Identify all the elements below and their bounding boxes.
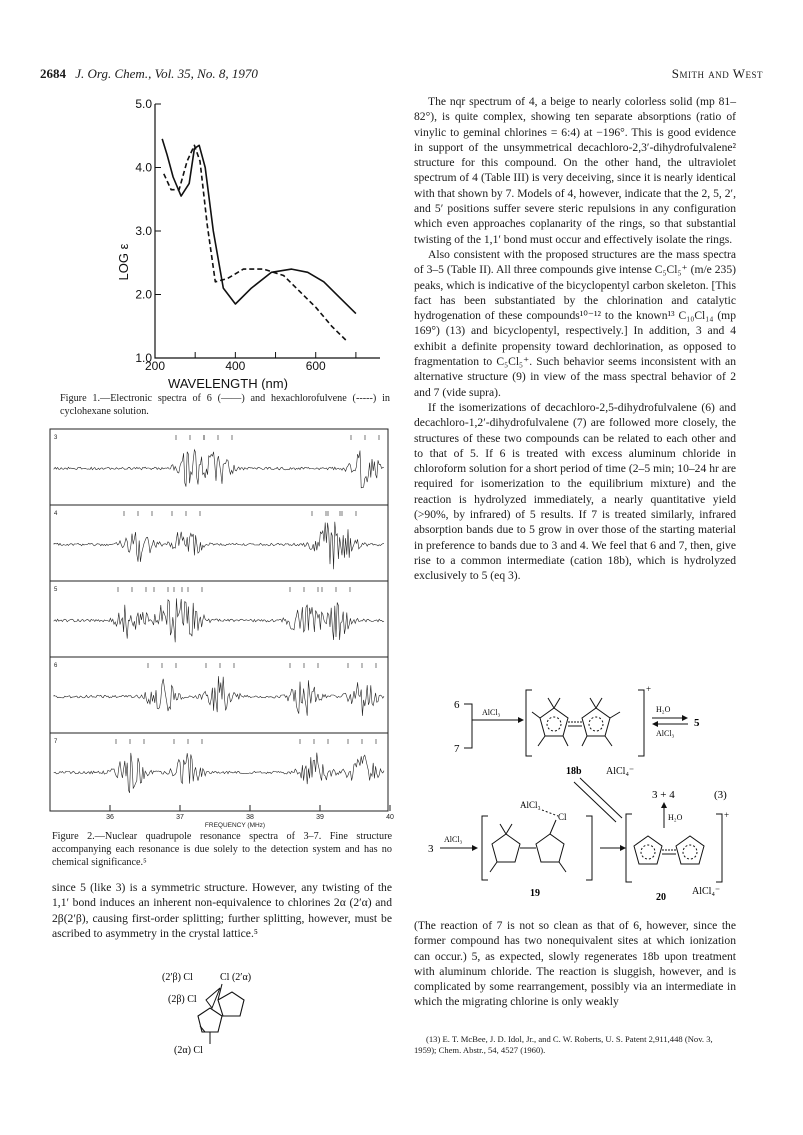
bifulvenyl-structure xyxy=(160,970,320,1065)
scheme-alcl3-top: AlCl₃ xyxy=(482,708,501,717)
scheme-plus-bottom: + xyxy=(724,810,730,820)
right-paragraph-2: Also consistent with the proposed structures are the mass spectra of 3–5 (Table II). All three compounds give intense C₅Cl₅⁺ (m/e 235) peaks, which is indicative of the bicyclopentyl carbon skeleton. [This fact has been substantiated by the chlorination and catalytic hydrogenation of these compounds¹⁰⁻¹² to the known¹³ C₁₀Cl₁₄ (mp 169°) (13) and bicyclopentyl, respectively.] In addition, 3 and 4 exhibit a definite propensity toward dechlorination, as opposed to fragmentation to C₅Cl₅⁺. Such behavior seems inconsistent with an alternative structure (9) in view of the mass spectral behavior of 2 and 7 (vide supra). xyxy=(414,247,736,399)
figure2-xtick-label: 39 xyxy=(316,814,324,821)
running-authors: Smith and West xyxy=(671,66,763,81)
journal-citation: J. Org. Chem., Vol. 35, No. 8, 1970 xyxy=(75,66,258,81)
right-paragraph-1: The nqr spectrum of 4, a beige to nearly colorless solid (mp 81–82°), is quite complex, showing ten separate absorptions (ratio of vinylic to geminal chlorines = 6:4) at −196°. This is good evidence in support of the unsymmetrical decachloro-2,3′-dihydrofulvalene² structure for this compound. On the other hand, the ultraviolet spectrum of 4 (Table III) is very deceiving, since it is nearly identical with that shown by 7. Models of 4, however, indicate that the 2, 5, 2′, and 5′ positions suffer severe steric repulsions in any configuration which even approaches coplanarity of the rings, so that substantial twisting of the 1,1′ bond must occur and effectively isolate the rings. xyxy=(414,95,736,246)
nqr-trace xyxy=(54,450,384,488)
right-paragraph-3: If the isomerizations of decachloro-2,5-dihydrofulvalene (6) and decachloro-1,2′-dihydrofulvalene (7) are followed more closely, the structures of these two compounds can be related to each other and to that of 5. If 6 is treated with excess aluminum chloride in chloroform solution for a short period of time (2–5 min; 10–24 hr are required for isomerization to the equilibrium mixture) and the reaction is hydrolyzed immediately, a nearly quantitative yield (>90%, by infrared) of 5 results. If 7 is treated similarly, infrared absorption bands due to 5 grow in over those of the starting material in preference to bands due to 3 and 4. We feel that 6 and 7, then, give rise to a common intermediate (cation 18b), which is hydrolyzed exclusively to 5 (eq 3). xyxy=(414,400,736,583)
figure2-chart xyxy=(40,427,400,829)
scheme-cl-migrating: Cl xyxy=(558,812,567,822)
nqr-panel-label: 3 xyxy=(54,435,58,441)
figure1-xlabel: WAVELENGTH (nm) xyxy=(168,376,288,390)
figure1-axes xyxy=(155,104,380,358)
figure1-chart xyxy=(60,90,390,390)
scheme-compound-7: 7 xyxy=(454,743,460,755)
figure2-xlabel: FREQUENCY (MHz) xyxy=(204,822,266,829)
scheme-compound-5: 5 xyxy=(694,717,700,729)
cl-2alpha: (2α) Cl xyxy=(174,1045,203,1056)
scheme-3plus4: 3 + 4 xyxy=(652,789,675,801)
figure1-caption: Figure 1.—Electronic spectra of 6 (——) and hexachlorofulvene (-----) in cyclohexane solution. xyxy=(60,393,390,417)
nqr-panel-label: 6 xyxy=(54,663,58,669)
figure1-series-solid xyxy=(162,139,356,314)
scheme-alcl3-bottom: AlCl₃ xyxy=(444,835,463,844)
right-column-text-top xyxy=(414,94,736,584)
equation-number: (3) xyxy=(714,789,727,801)
right-column-text-bottom xyxy=(414,918,736,1010)
nqr-trace xyxy=(54,522,384,570)
figure1-ytick-label: 1.0 xyxy=(135,351,152,365)
footnote-13: (13) E. T. McBee, J. D. Idol, Jr., and C. W. Roberts, U. S. Patent 2,911,448 (Nov. 3, 1959); Chem. Abstr., 54, 4527 (1960). xyxy=(414,1034,713,1055)
cl-2beta: (2β) Cl xyxy=(168,994,197,1005)
nqr-panel-label: 7 xyxy=(54,739,58,745)
nqr-trace xyxy=(54,676,384,716)
scheme-20: 20 xyxy=(656,892,666,903)
cl-2prime-alpha: Cl (2′α) xyxy=(220,972,252,983)
figure1-ytick-label: 5.0 xyxy=(135,97,152,111)
figure2-xtick-label: 38 xyxy=(246,814,254,821)
figure1-ylabel: LOG ε xyxy=(116,243,131,281)
scheme-plus-top: + xyxy=(646,684,652,694)
scheme-h2o-top: H₂O xyxy=(656,705,671,714)
figure1-xtick-label: 200 xyxy=(144,359,166,373)
figure1-xtick-label: 400 xyxy=(225,359,246,373)
scheme-alcl3-right: AlCl₃ xyxy=(656,729,675,738)
page-number: 2684 xyxy=(40,66,66,81)
scheme-alcl4-top: AlCl₄⁻ xyxy=(606,766,635,777)
left-column-text xyxy=(52,880,392,941)
figure1-xtick-label: 600 xyxy=(305,359,326,373)
left-paragraph-1: since 5 (like 3) is a symmetric structure. However, any twisting of the 1,1′ bond induces an inherent non-equivalence to chlorines 2α (2′α) and 2β(2′β), causing first-order splitting; further splitting, however, must be ascribed to asymmetry in the crystal lattice.⁵ xyxy=(52,881,392,940)
scheme-compound-6: 6 xyxy=(454,699,460,711)
right-paragraph-4: (The reaction of 7 is not so clean as that of 6, however, since the former compound has two nonequivalent sites at which ionization can occur.) 5, as expected, slowly regenerates 18b upon treatment with aluminum chloride. The reaction is sluggish, however, and is complicated by some rearrangement, possibly via an intermediate in which the migrating chlorine is only weakly xyxy=(414,919,736,1009)
figure1-ytick-label: 2.0 xyxy=(135,287,152,302)
cl-2prime-beta: (2′β) Cl xyxy=(162,972,193,983)
figure1-ytick-label: 4.0 xyxy=(135,160,152,175)
nqr-trace xyxy=(54,598,384,642)
nqr-panel-label: 5 xyxy=(54,587,58,593)
figure2-xtick-label: 36 xyxy=(106,814,114,821)
reaction-scheme-eq3 xyxy=(420,682,740,907)
figure2-xtick-label: 40 xyxy=(386,814,394,821)
nqr-panel-label: 4 xyxy=(54,511,58,517)
scheme-alcl4-bottom: AlCl₄⁻ xyxy=(692,886,721,897)
scheme-h2o-up: H₂O xyxy=(668,813,683,822)
scheme-compound-3: 3 xyxy=(428,843,434,855)
scheme-18b: 18b xyxy=(566,766,582,777)
figure2-xtick-label: 37 xyxy=(176,814,184,821)
figure1-ytick-label: 3.0 xyxy=(135,224,152,238)
running-header xyxy=(40,66,258,82)
figure1-series-dashed xyxy=(164,145,348,342)
figure2-caption: Figure 2.—Nuclear quadrupole resonance spectra of 3–7. Fine structure accompanying each resonance is due solely to the detection system and has no chemical significance.⁵ xyxy=(52,831,392,868)
scheme-alcl3-complex: AlCl₃ xyxy=(520,800,541,810)
nqr-trace xyxy=(54,753,384,793)
scheme-19: 19 xyxy=(530,888,540,899)
